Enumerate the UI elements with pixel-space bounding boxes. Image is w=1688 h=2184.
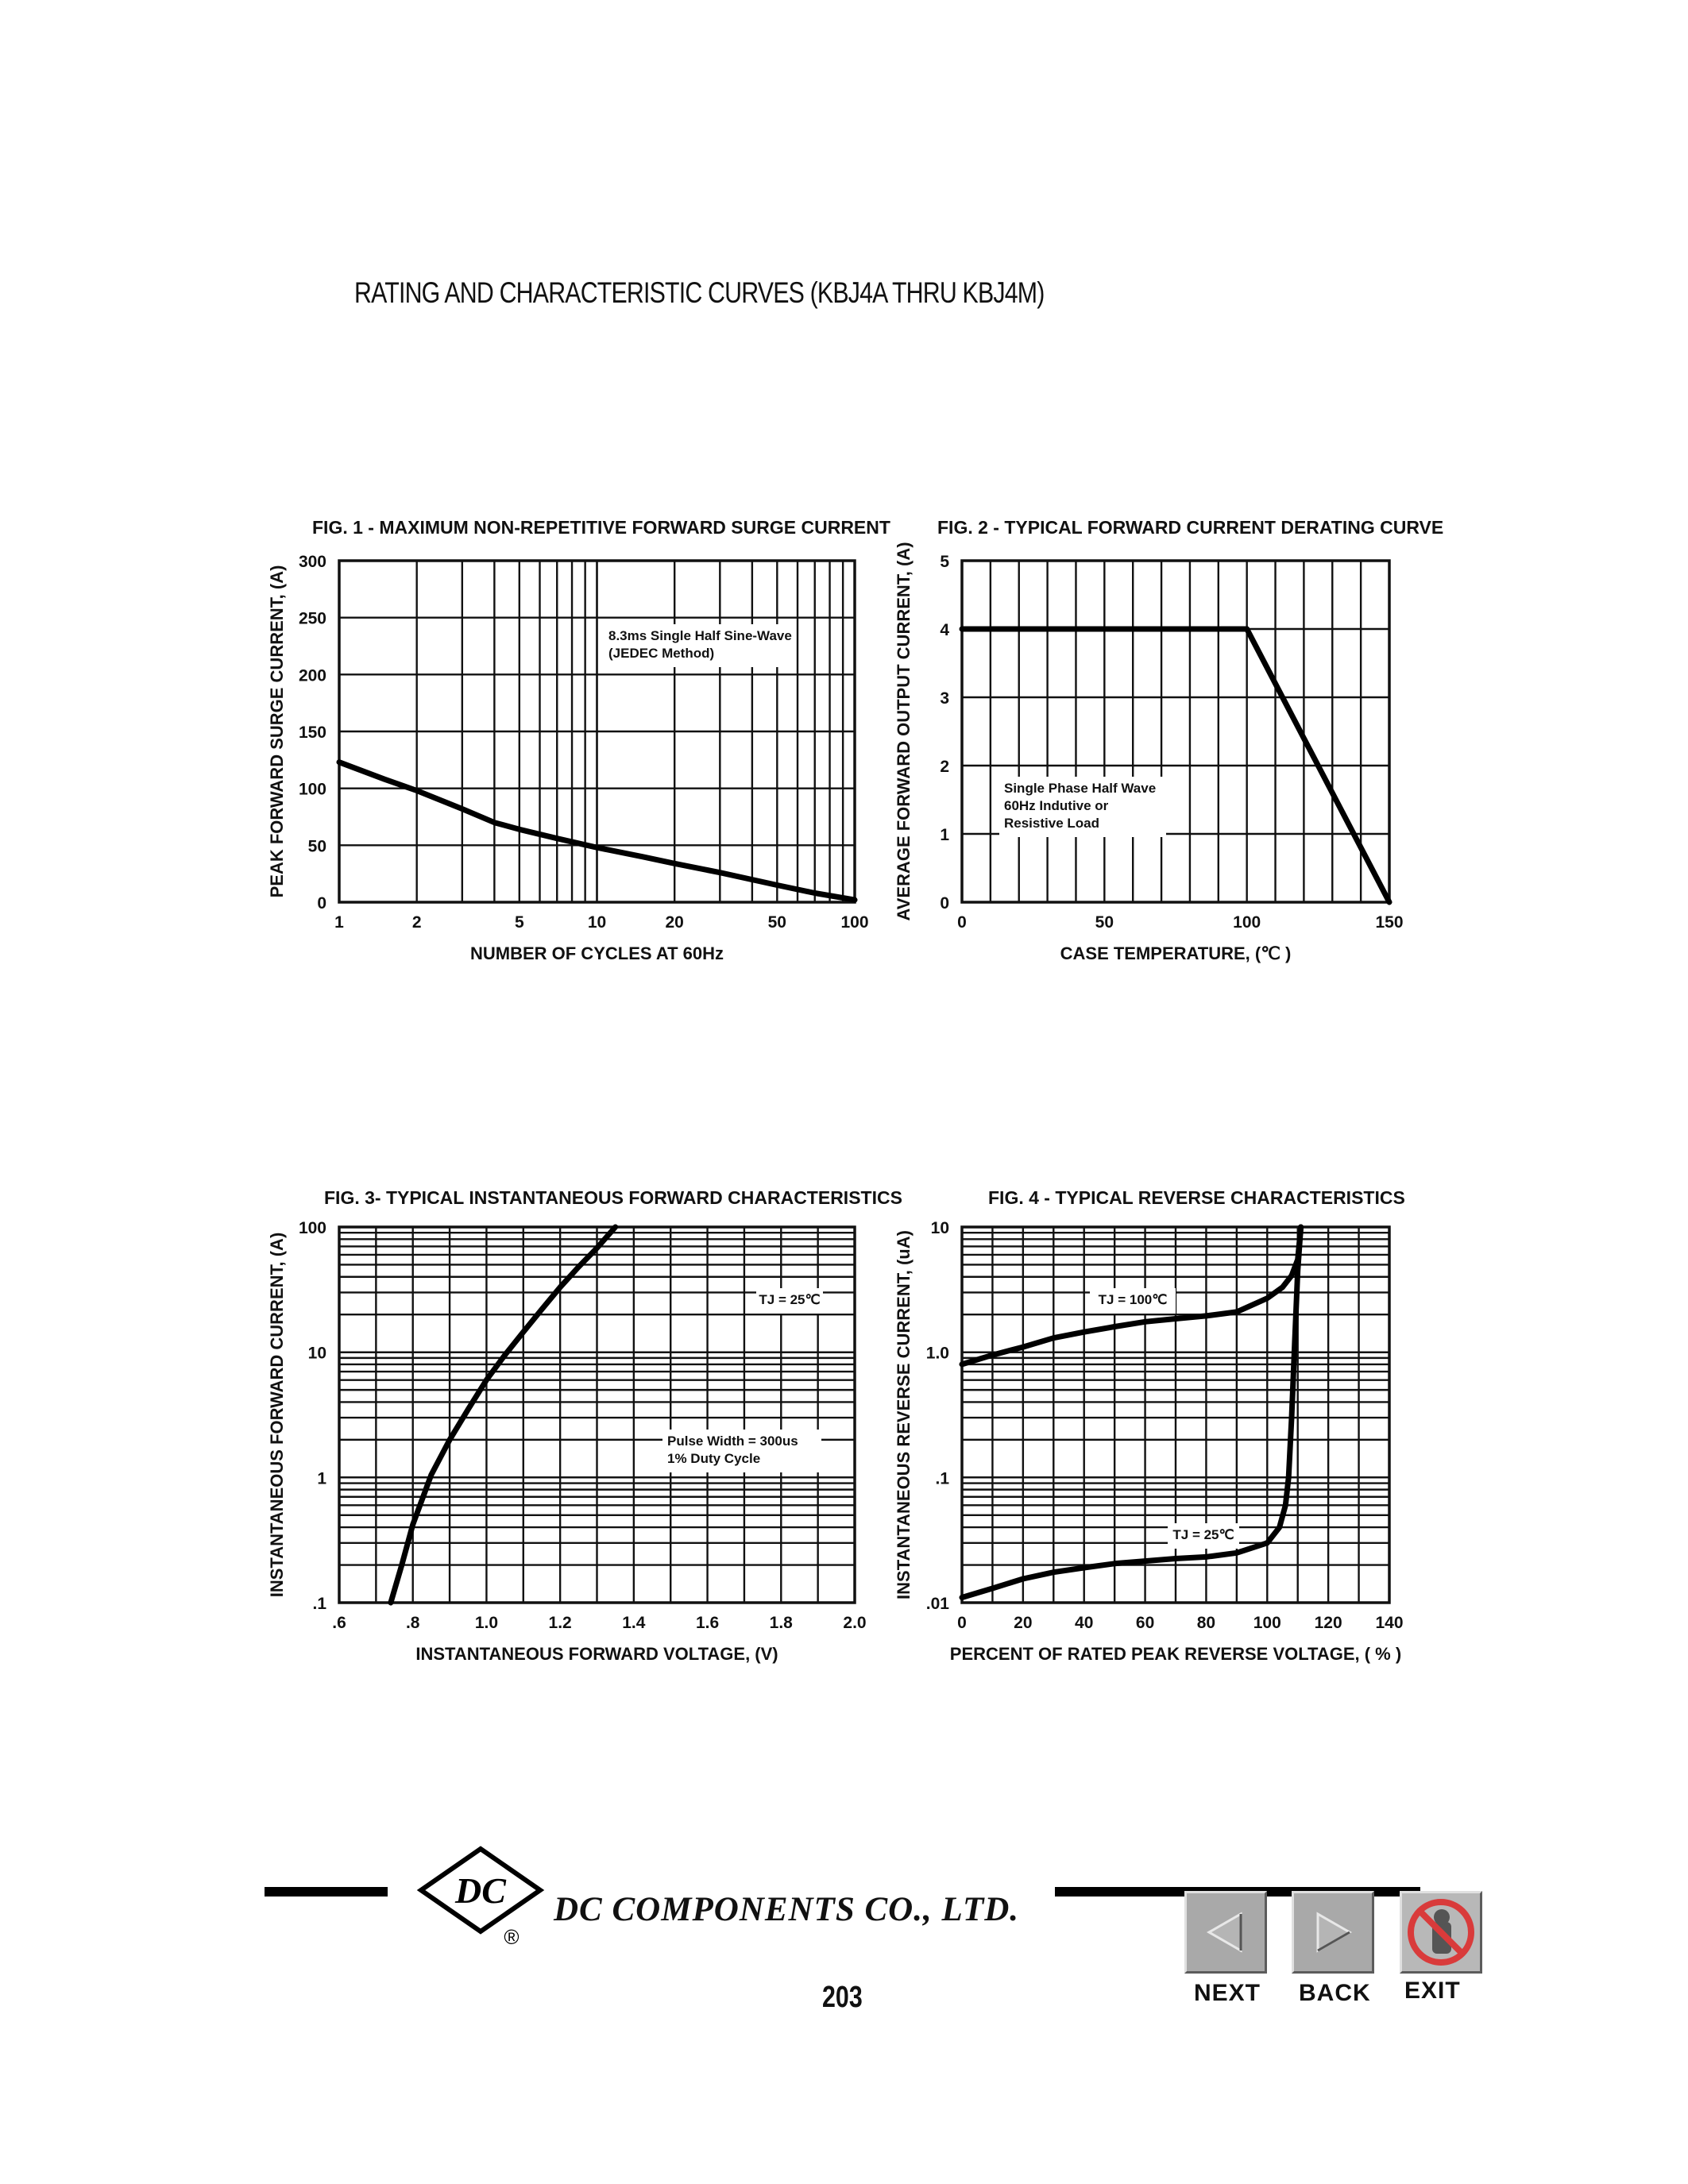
fig4-xtick-label: 60: [1135, 1614, 1155, 1632]
fig3-plot: [267, 1219, 867, 1664]
fig4-xtick-label: 100: [1253, 1614, 1281, 1632]
fig1-xtick-label: 100: [840, 913, 869, 932]
fig2-ytick-label: 4: [940, 621, 949, 639]
fig2-y-axis-label: AVERAGE FORWARD OUTPUT CURRENT, (A): [894, 542, 914, 921]
fig3-series-line-0: [391, 1227, 616, 1603]
fig2-frame: [962, 561, 1389, 902]
registered-mark: ®: [504, 1925, 520, 1949]
exit-icon: [1402, 1893, 1480, 1971]
fig2-note-text: 60Hz Indutive or: [1004, 798, 1109, 813]
fig4-series-line-1: [962, 1227, 1301, 1598]
fig2-xtick-label: 50: [1095, 913, 1114, 932]
footer-rule-left: [265, 1887, 388, 1897]
fig1-note-text: 8.3ms Single Half Sine-Wave: [608, 628, 792, 643]
fig3-xtick-label: 2.0: [843, 1614, 867, 1632]
fig4-plot: [894, 1219, 1404, 1664]
fig4-title: FIG. 4 - TYPICAL REVERSE CHARACTERISTICS: [988, 1187, 1405, 1208]
fig3-xtick-label: 1.0: [474, 1614, 499, 1632]
fig2-ytick-label: 2: [940, 758, 949, 776]
fig3-pulse-note-text: 1% Duty Cycle: [667, 1451, 761, 1466]
fig1-y-axis-label: PEAK FORWARD SURGE CURRENT, (A): [267, 565, 287, 898]
page-title: RATING AND CHARACTERISTIC CURVES (KBJ4A THRU KBJ4M): [354, 276, 1045, 309]
fig1-ytick-label: 300: [298, 553, 326, 571]
fig1-xtick-label: 1: [334, 913, 344, 932]
fig3-xtick-label: .6: [332, 1614, 346, 1632]
fig1-ytick-label: 100: [298, 780, 326, 799]
company-logo: [413, 1843, 548, 1954]
fig3-ytick-label: .1: [312, 1595, 326, 1613]
fig2-ytick-label: 1: [940, 826, 949, 844]
fig3-pulse-note-text: Pulse Width = 300us: [667, 1433, 798, 1449]
fig2-ytick-label: 5: [940, 553, 949, 571]
fig4-y-axis-label: INSTANTANEOUS REVERSE CURRENT, (uA): [894, 1230, 914, 1599]
next-label: NEXT: [1194, 1980, 1261, 2006]
fig2-note-text: Resistive Load: [1004, 816, 1099, 831]
fig4-xtick-label: 80: [1196, 1614, 1216, 1632]
fig3-y-axis-label: INSTANTANEOUS FORWARD CURRENT, (A): [267, 1232, 287, 1598]
fig1-title: FIG. 1 - MAXIMUM NON-REPETITIVE FORWARD SURGE CURRENT: [312, 517, 890, 538]
fig2-plot: [894, 542, 1404, 963]
fig1-xtick-label: 20: [665, 913, 684, 932]
fig3-ytick-label: 100: [298, 1219, 326, 1237]
fig1-xtick-label: 10: [587, 913, 607, 932]
fig1-ytick-label: 0: [317, 894, 326, 913]
page-number: 203: [822, 1981, 863, 2014]
fig1-ytick-label: 150: [298, 723, 326, 742]
fig2-ytick-label: 3: [940, 689, 949, 708]
fig2-xtick-label: 150: [1375, 913, 1404, 932]
fig2-ytick-label: 0: [940, 894, 949, 913]
fig3-x-axis-label: INSTANTANEOUS FORWARD VOLTAGE, (V): [415, 1644, 778, 1664]
fig3-ytick-label: 10: [307, 1344, 326, 1363]
fig3-tj-note-text: TJ = 25℃: [759, 1292, 821, 1307]
fig1-xtick-label: 2: [411, 913, 422, 932]
back-label: BACK: [1299, 1980, 1371, 2006]
fig2-xtick-label: 0: [957, 913, 967, 932]
triangle-right-icon: [1294, 1893, 1372, 1971]
fig2-x-axis-label: CASE TEMPERATURE, (℃ ): [1060, 943, 1292, 963]
fig1-ytick-label: 50: [307, 837, 326, 856]
fig1-plot: [267, 553, 869, 963]
exit-label: EXIT: [1404, 1978, 1461, 2004]
fig1-note-text: (JEDEC Method): [608, 646, 715, 661]
fig2-title: FIG. 2 - TYPICAL FORWARD CURRENT DERATING CURVE: [937, 517, 1444, 538]
fig4-xtick-label: 140: [1375, 1614, 1404, 1632]
fig1-ytick-label: 250: [298, 609, 326, 628]
fig4-ytick-label: 1.0: [925, 1344, 949, 1363]
fig4-tj25-note-text: TJ = 25℃: [1172, 1527, 1234, 1542]
fig1-ytick-label: 200: [298, 666, 326, 685]
fig2-note-text: Single Phase Half Wave: [1004, 781, 1157, 796]
fig4-ytick-label: .1: [935, 1469, 949, 1488]
fig3-xtick-label: 1.2: [548, 1614, 572, 1632]
fig3-xtick-label: .8: [405, 1614, 420, 1632]
fig4-tj100-note-text: TJ = 100℃: [1098, 1292, 1168, 1307]
fig4-xtick-label: 0: [957, 1614, 967, 1632]
company-name: DC COMPONENTS CO., LTD.: [554, 1891, 1020, 1928]
fig4-x-axis-label: PERCENT OF RATED PEAK REVERSE VOLTAGE, ( % ): [949, 1644, 1402, 1664]
fig4-ytick-label: .01: [925, 1595, 949, 1613]
fig4-xtick-label: 40: [1075, 1614, 1094, 1632]
fig1-xtick-label: 50: [767, 913, 786, 932]
fig4-xtick-label: 20: [1014, 1614, 1033, 1632]
next-button[interactable]: [1184, 1891, 1267, 1974]
fig2-xtick-label: 100: [1233, 913, 1261, 932]
logo-text: DC: [455, 1870, 506, 1911]
fig1-xtick-label: 5: [514, 913, 524, 932]
fig4-ytick-label: 10: [930, 1219, 949, 1237]
back-button[interactable]: [1292, 1891, 1374, 1974]
fig3-title: FIG. 3- TYPICAL INSTANTANEOUS FORWARD CHARACTERISTICS: [324, 1187, 902, 1208]
fig3-ytick-label: 1: [317, 1469, 326, 1488]
fig3-xtick-label: 1.8: [769, 1614, 793, 1632]
fig4-xtick-label: 120: [1314, 1614, 1342, 1632]
exit-button[interactable]: [1400, 1891, 1482, 1974]
triangle-left-icon: [1187, 1893, 1265, 1971]
fig3-xtick-label: 1.6: [695, 1614, 720, 1632]
fig1-x-axis-label: NUMBER OF CYCLES AT 60Hz: [469, 943, 724, 963]
fig3-xtick-label: 1.4: [622, 1614, 646, 1632]
